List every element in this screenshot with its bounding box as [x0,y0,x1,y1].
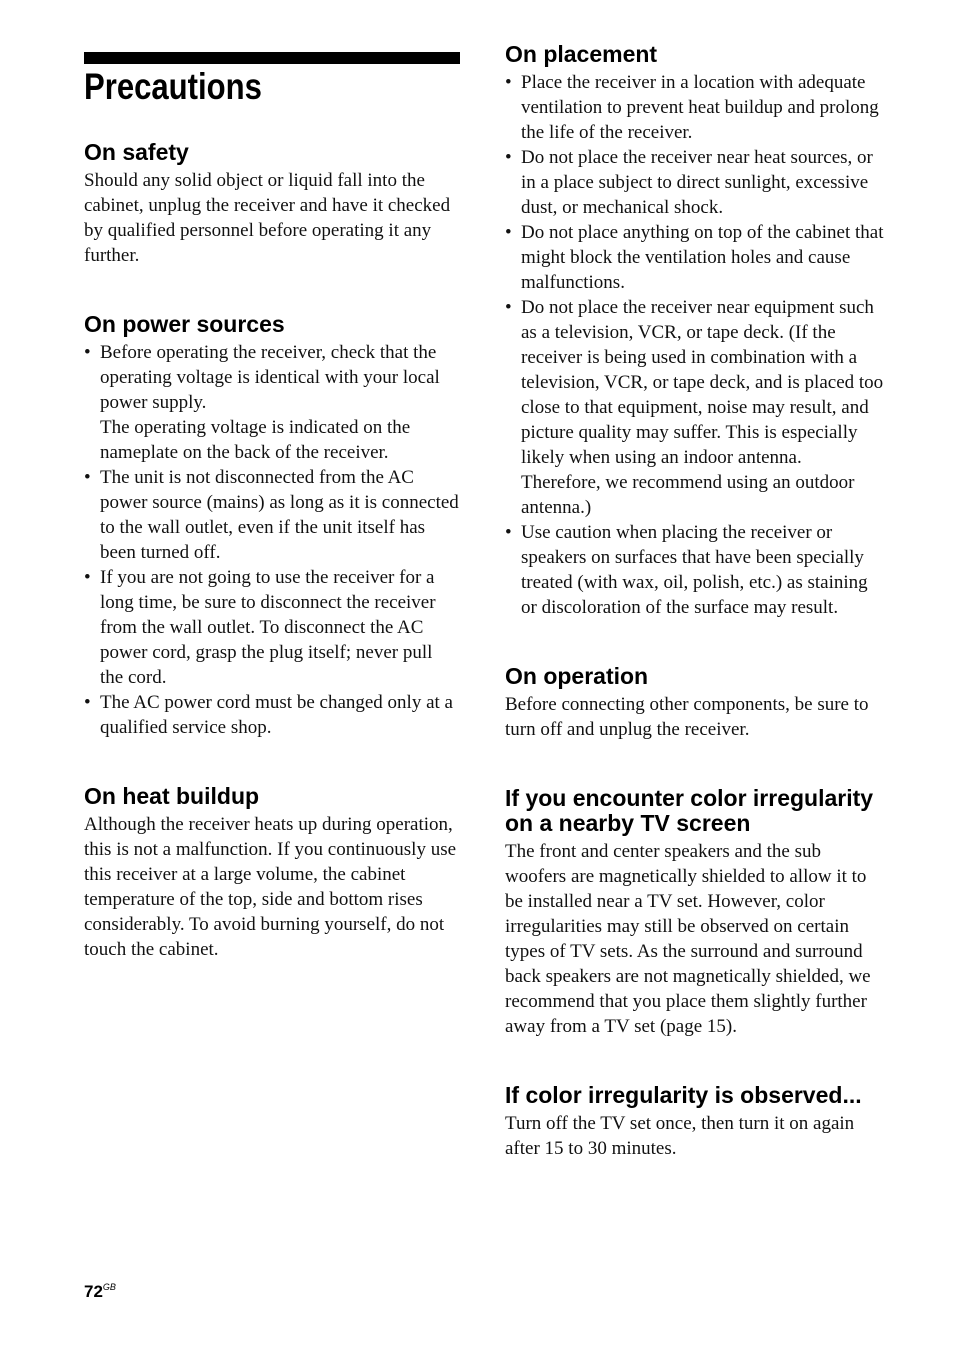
list-item: • The unit is not disconnected from the AC power source (mains) as long as it is connected to the wall outlet, even if the unit itself has been turned off. [84,467,459,563]
list-item: • The AC power cord must be changed only at a qualified service shop. [84,692,453,738]
section-on-safety [84,140,460,268]
section-color-irregularity [505,786,885,1039]
section-heading: On safety [84,139,189,165]
list-item-note: The operating voltage is indicated on the nameplate on the back of the receiver. [100,417,411,463]
section-text: Turn off the TV set once, then turn it on again after 15 to 30 minutes. [505,1113,855,1159]
list-item: • Do not place anything on top of the cabinet that might block the ventilation holes and cause malfunctions. [505,222,884,293]
section-heading: If color irregularity is observed... [505,1082,862,1108]
section-text: Although the receiver heats up during operation, this is not a malfunction. If you continuously use this receiver at a large volume, the cabinet temperature of the top, side and bottom rises considerably. To avoid burning yourself, do not touch the cabinet. [84,814,457,960]
page-suffix: GB [102,1282,116,1292]
section-heading: If you encounter color irregularity on a nearby TV screen [505,785,874,836]
section-heading: On operation [505,663,649,689]
list-item: • Before operating the receiver, check that the operating voltage is identical with your local power supply. The operating voltage is indicated on the nameplate on the back of the receiver. [84,342,440,463]
list-item: • Use caution when placing the receiver or speakers on surfaces that have been specially treated (with wax, oil, polish, etc.) as staining or discoloration of the surface may result. [505,522,868,618]
list-item: • If you are not going to use the receiver for a long time, be sure to disconnect the receiver from the wall outlet. To disconnect the AC power cord, grasp the plug itself; never pull the cord. [84,567,436,688]
section-heading: On placement [505,41,658,67]
title-rule [84,52,460,64]
list-item: • Do not place the receiver near equipment such as a television, VCR, or tape deck. (If the receiver is being used in combination with a television, VCR, or tape deck, and is placed too close to that equipment, noise may result, and picture quality may suffer. This is especially likely when using an indoor antenna. Therefore, we recommend using an outdoor antenna.) [505,297,884,518]
list-item: • Place the receiver in a location with adequate ventilation to prevent heat buildup and prolong the life of the receiver. [505,72,879,143]
list-item: • Do not place the receiver near heat sources, or in a place subject to direct sunlight, excessive dust, or mechanical shock. [505,147,873,218]
section-text: Before connecting other components, be sure to turn off and unplug the receiver. [505,694,869,740]
left-column [84,140,460,962]
section-on-heat-buildup [84,784,460,962]
section-text: Should any solid object or liquid fall into the cabinet, unplug the receiver and have it checked by qualified personnel before operating it any further. [84,170,451,266]
section-text: The front and center speakers and the sub woofers are magnetically shielded to allow it to be installed near a TV set. However, color irregularities may still be observed on certain types of TV sets. As the surround and surround back speakers are not magnetically shielded, we recommend that you place them slightly further away from a TV set (page 15). [505,841,871,1037]
right-column [505,42,885,1161]
bullet-list [84,340,460,740]
bullet-list [505,70,885,620]
section-heading: On heat buildup [84,783,260,809]
section-heading: On power sources [84,311,285,337]
page-title: Precautions [84,66,262,107]
section-color-observed [505,1083,885,1161]
section-on-placement [505,42,885,620]
section-on-operation [505,664,885,742]
section-on-power-sources [84,312,460,740]
page-number: $72^{GB}$ [84,1282,116,1301]
